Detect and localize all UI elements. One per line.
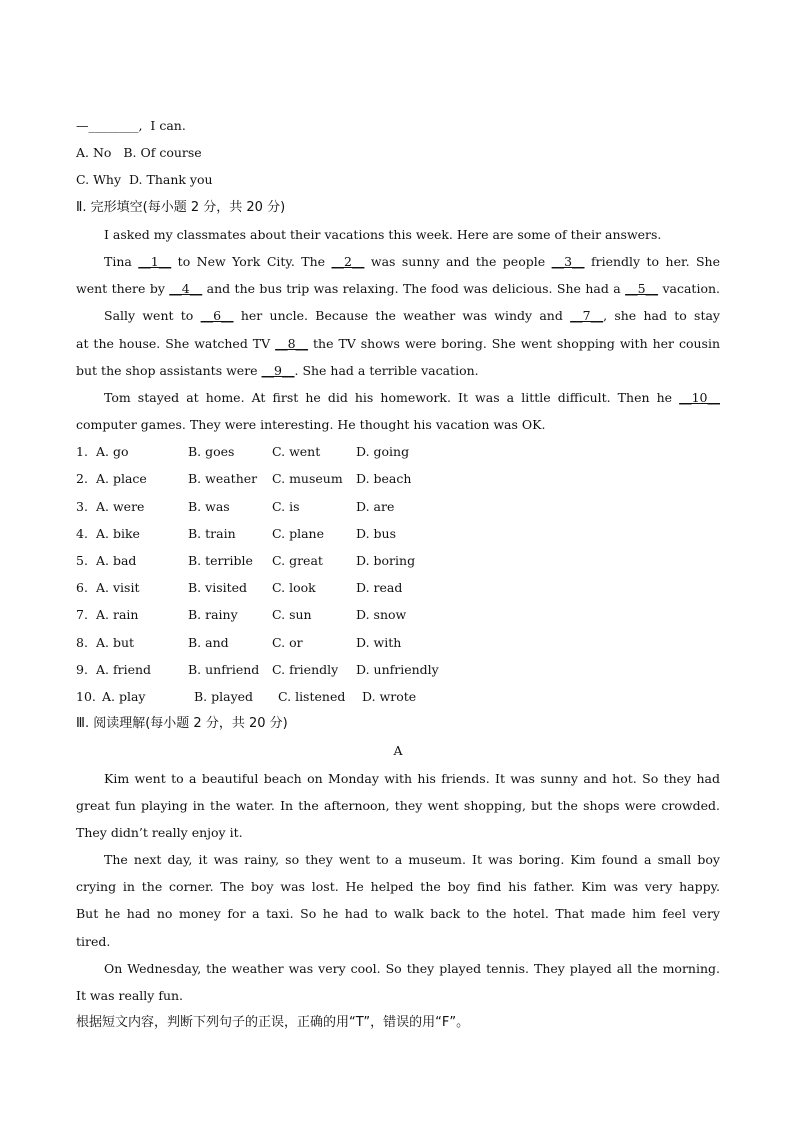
question-number: 1. (76, 444, 88, 460)
text: was sunny and the people (364, 253, 552, 269)
text: Sally went to (104, 308, 201, 324)
text: friendly to her. She (584, 253, 720, 269)
question-number: 2. (76, 471, 88, 487)
dash: — (76, 118, 89, 133)
option-b: B. unfriend (188, 661, 260, 677)
option-c: C. friendly (272, 661, 339, 677)
option-c: C. is (272, 498, 300, 514)
option-b: B. train (188, 525, 236, 541)
option-d: D. read (356, 580, 403, 596)
option-d: D. bus (356, 525, 396, 541)
question-row (76, 656, 720, 683)
option-c: C. great (272, 553, 323, 568)
option-line: A. No B. Of course (76, 145, 202, 161)
text: her uncle. Because the weather was windy and (233, 308, 571, 324)
option-a: A. visit (96, 580, 140, 596)
option-a: A. were (96, 498, 145, 514)
blank-1: __1__ (138, 253, 172, 269)
text: the TV shows were boring. She went shopping with her cousin (308, 335, 720, 351)
section-title: Ⅲ. 阅读理解(每小题 2 分，共 20 分) (76, 716, 288, 732)
question-row (76, 574, 720, 601)
option-c: C. listened (278, 688, 346, 704)
question-number: 4. (76, 525, 88, 541)
blank-8: __8__ (275, 335, 309, 351)
option-b: B. goes (188, 444, 235, 460)
blank-7: __7__ (570, 308, 604, 324)
passage-line: great fun playing in the water. In the afternoon, they went shopping, but the shops were crowded. (76, 797, 720, 813)
question-row (76, 520, 720, 547)
option-d: D. are (356, 498, 395, 514)
blank-2: __2__ (331, 253, 365, 269)
blank-10: __10__ (679, 389, 720, 405)
blank-9: __9__ (261, 362, 295, 378)
option-c: C. or (272, 634, 303, 650)
passage-line: They didn’t really enjoy it. (76, 824, 243, 840)
option-d: D. beach (356, 471, 412, 487)
cloze-line: computer games. They were interesting. He thought his vacation was OK. (76, 417, 546, 433)
option-b: B. was (188, 498, 230, 514)
question-row (76, 465, 720, 492)
passage-line: Kim went to a beautiful beach on Monday with his friends. It was sunny and hot. So they had (104, 770, 720, 786)
text: went there by (76, 281, 170, 297)
option-d: D. with (356, 634, 402, 650)
passage-line: tired. (76, 933, 111, 949)
option-a: A. play (102, 688, 146, 704)
question-row (76, 683, 720, 710)
text: to New York City. The (171, 253, 332, 269)
blank-3: __3__ (551, 253, 585, 269)
option-a: A. place (96, 471, 147, 487)
lead-text: , I can. (138, 118, 186, 133)
option-d: D. boring (356, 553, 416, 568)
option-c: C. look (272, 580, 316, 596)
option-c: C. museum (272, 471, 343, 487)
question-number: 9. (76, 661, 88, 677)
option-a: A. bike (96, 525, 140, 541)
option-a: A. rain (96, 607, 139, 623)
passage-label: A (393, 743, 403, 759)
page-content (76, 112, 720, 1036)
option-line: C. Why D. Thank you (76, 172, 213, 188)
question-number: 7. (76, 607, 88, 623)
text: and the bus trip was relaxing. The food was delicious. She had a (202, 281, 626, 297)
question-row (76, 547, 720, 574)
cloze-line (76, 302, 720, 329)
option-d: D. going (356, 444, 410, 460)
text: Tina (104, 253, 139, 269)
text: vacation. (658, 281, 721, 297)
question-row (76, 493, 720, 520)
question-number: 8. (76, 634, 88, 650)
question-row (76, 438, 720, 465)
question-number: 10. (76, 688, 96, 704)
text: Tom stayed at home. At first he did his homework. It was a little difficult. Then he (104, 389, 680, 405)
question-number: 3. (76, 498, 88, 514)
text: , she had to stay (603, 308, 720, 324)
passage-line: But he had no money for a taxi. So he had to walk back to the hotel. That made him feel very (76, 906, 720, 922)
option-c: C. plane (272, 525, 324, 541)
passage-line: On Wednesday, the weather was very cool. So they played tennis. They played all the morning. (104, 960, 720, 976)
answer-blank: ________ (88, 118, 139, 133)
cloze-intro: I asked my classmates about their vacations this week. Here are some of their answers. (104, 226, 662, 242)
option-b: B. and (188, 634, 229, 650)
cloze-question-list (76, 438, 720, 710)
passage-line: crying in the corner. The boy was lost. He helped the boy find his father. Kim was very happy. (76, 879, 720, 895)
option-b: B. weather (188, 471, 258, 487)
option-b: B. rainy (188, 607, 238, 623)
option-b: B. visited (188, 580, 248, 596)
option-b: B. played (194, 688, 254, 704)
passage-line: The next day, it was rainy, so they went to a museum. It was boring. Kim found a small boy (104, 852, 720, 868)
passage-line: It was really fun. (76, 988, 184, 1003)
cloze-line (76, 330, 720, 357)
blank-6: __6__ (200, 308, 234, 324)
option-a: A. go (96, 444, 129, 460)
option-c: C. sun (272, 607, 312, 623)
instruction-line: 根据短文内容，判断下列句子的正误，正确的用“T”，错误的用“F”。 (76, 1015, 470, 1031)
cloze-line (76, 357, 720, 384)
option-a: A. bad (96, 553, 137, 568)
text: at the house. She watched TV (76, 335, 276, 351)
text: . She had a terrible vacation. (294, 362, 479, 378)
section-title: Ⅱ. 完形填空(每小题 2 分，共 20 分) (76, 199, 286, 215)
question-lead-line (76, 112, 720, 139)
question-number: 5. (76, 553, 88, 568)
option-d: D. unfriendly (356, 661, 439, 677)
cloze-line (76, 384, 720, 411)
question-row (76, 601, 720, 628)
text: but the shop assistants were (76, 362, 262, 378)
cloze-line (76, 248, 720, 275)
blank-5: __5__ (625, 281, 659, 297)
option-a: A. friend (96, 661, 152, 677)
option-d: D. snow (356, 607, 407, 623)
question-row (76, 629, 720, 656)
option-b: B. terrible (188, 553, 253, 568)
option-c: C. went (272, 444, 321, 460)
cloze-line (76, 275, 720, 302)
blank-4: __4__ (169, 281, 203, 297)
question-number: 6. (76, 580, 88, 596)
option-a: A. but (96, 634, 135, 650)
option-d: D. wrote (362, 688, 417, 704)
